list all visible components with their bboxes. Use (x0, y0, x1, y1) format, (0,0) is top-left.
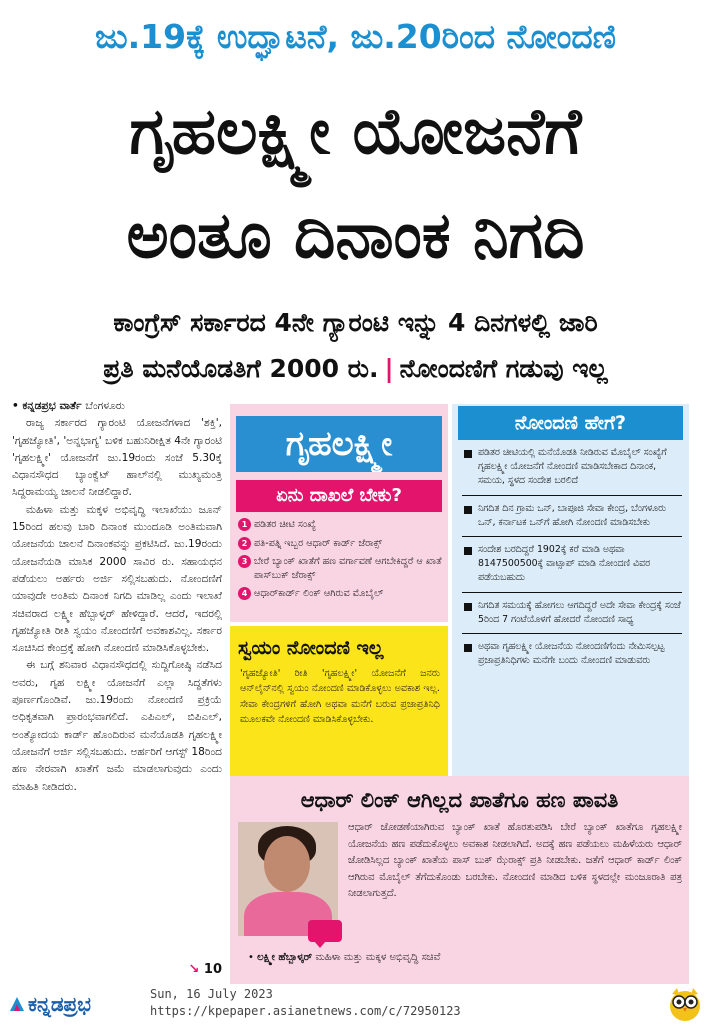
footer-date: Sun, 16 July 2023 (150, 987, 273, 1001)
bullet-square-icon (464, 450, 472, 458)
list-item-text: ಬೇರೆ ಬ್ಯಾಂಕ್ ಖಾತೆಗೆ ಹಣ ವರ್ಗಾವಣೆ ಆಗಬೇಕಿದ್ದರೆ ಆ ಖಾತೆ ಪಾಸ್‌ಬುಕ್ ಜೆರಾಕ್ಸ್ (254, 556, 442, 581)
list-item (462, 537, 682, 593)
list-item-text: ಪಡಿತರ ಚೀಟಿಯಲ್ಲಿ ಮನೆಯೊಡತಿ ನೀಡಿರುವ ಮೊಬೈಲ್ ಸಂಖ್ಯೆಗೆ ಗೃಹಲಕ್ಷ್ಮೀ ಯೋಜನೆಗೆ ನೋಂದಣಿ ಮಾಡಿಸಬೇಕಾದ ದಿನಾಂಕ, ಸಮಯ, ಸ್ಥಳದ ಸಂದೇಶ ಬರಲಿದೆ (478, 447, 667, 487)
how-to-register-box (452, 404, 689, 776)
continued-on-page[interactable] (184, 961, 222, 978)
byline-bullet: • (12, 400, 19, 412)
number-badge: 2 (238, 537, 251, 550)
article-paragraph-2: ಮಹಿಳಾ ಮತ್ತು ಮಕ್ಕಳ ಅಭಿವೃದ್ಧಿ ಇಲಾಖೆಯು ಜೂನ್ 15ರಿಂದ ಹಲವು ಬಾರಿ ದಿನಾಂಕ ಮುಂದೂಡಿ ಅಂತಿಮವಾಗಿ ಯೋಜನೆಯ ಚಾಲನೆ ದಿನಾಂಕವನ್ನು ಪ್ರಕಟಿಸಿದೆ. ಜು.19ರಂದು ಯೋಜನೆಯಡಿ ಮಾಸಿಕ 2000 ಸಾವಿರ ರು. ಸಹಾಯಧನ ಪಡೆಯಲು ಅರ್ಹರು ಅರ್ಜಿ ಸಲ್ಲಿಸಬಹುದು. ನೋಂದಣಿಗೆ ಯಾವುದೇ ಅಂತಿಮ ದಿನಾಂಕ ನಿಗದಿ ಮಾಡಿಲ್ಲ ಎಂದು ಇಲಾಖೆ ಸಚಿವರಾದ ಲಕ್ಷ್ಮೀ ಹೆಬ್ಬಾಳ್ಕರ್ ಹೇಳಿದ್ದಾರೆ. ಆದರೆ, ಇದರಲ್ಲಿ ಗೃಹಜ್ಯೋತಿ ರೀತಿ ಸ್ವಯಂ ನೋಂದಣಿಗೆ ಅವಕಾಶವಿಲ್ಲ. ಸರ್ಕಾರ ಸೂಚಿಸಿದ ಕೇಂದ್ರಕ್ಕೆ ಹೋಗಿ ನೋಂದಣಿ ಮಾಡಿಸಿಕೊಳ್ಳಬೇಕು. (12, 503, 222, 655)
number-badge: 3 (238, 555, 251, 568)
owl-mascot-icon[interactable] (668, 986, 702, 1022)
main-headline-line2: ಅಂತೂ ದಿನಾಂಕ ನಿಗದಿ (126, 199, 585, 273)
footer-meta (150, 986, 461, 1020)
list-item-text: ಆಧಾರ್‌ಕಾರ್ಡ್ ಲಿಂಕ್ ಆಗಿರುವ ಮೊಬೈಲ್ (254, 588, 384, 599)
list-item (462, 593, 682, 634)
how-to-register-heading: ನೋಂದಣಿ ಹೇಗೆ? (458, 406, 683, 440)
list-item (462, 496, 682, 537)
list-item (238, 537, 444, 551)
self-registration-heading: ಸ್ವಯಂ ನೋಂದಣಿ ಇಲ್ಲ (238, 637, 384, 659)
subheadline-part-b: ನೋಂದಣಿಗೆ ಗಡುವು ಇಲ್ಲ (399, 354, 608, 383)
aadhar-body: ಆಧಾರ್ ಜೋಡಣೆಯಾಗಿರುವ ಬ್ಯಾಂಕ್ ಖಾತೆ ಹೊರತುಪಡಿಸಿ ಬೇರೆ ಬ್ಯಾಂಕ್ ಖಾತೆಗೂ ಗೃಹಲಕ್ಷ್ಮೀ ಯೋಜನೆಯ ಹಣ ಪಡೆದುಕೊಳ್ಳಲು ಅವಕಾಶ ನೀಡಲಾಗಿದೆ. ಅದಕ್ಕೆ ಹಣ ಪಡೆಯಲು ಮಹಿಳೆಯರು ಆಧಾರ್ ಜೋಡಿಸಿಲ್ಲದ ಬ್ಯಾಂಕ್ ಖಾತೆಯ ಪಾಸ್ ಬುಕ್ ಝೆರಾಕ್ಸ್ ಪ್ರತಿ ನೀಡಬೇಕು. ಜತೆಗೆ ಆಧಾರ್ ಕಾರ್ಡ್ ಲಿಂಕ್ ಆಗಿರುವ ಮೊಬೈಲ್ ತೆಗೆದುಕೊಂಡು ಬರಬೇಕು. ನೋಂದಣಿ ಮಾಡಿದ ಬಳಿಕ ಸ್ಥಳದಲ್ಲೇ ಮಂಜೂರಾತಿ ಪತ್ರ ನೀಡಲಾಗುತ್ತದೆ. (348, 822, 682, 900)
aadhar-heading: ಆಧಾರ್ ಲಿಂಕ್ ಆಗಿಲ್ಲದ ಖಾತೆಗೂ ಹಣ ಪಾವತಿ (300, 788, 619, 812)
number-badge: 4 (238, 587, 251, 600)
scheme-logo: ಗೃಹಲಕ್ಷ್ಮೀ (236, 416, 442, 472)
quote-attribution (248, 950, 678, 966)
quote-name: ಲಕ್ಷ್ಮೀ ಹೆಬ್ಬಾಳ್ಕರ್ (257, 952, 313, 963)
brand-mark-icon (8, 995, 26, 1013)
list-item (238, 518, 444, 532)
list-item (238, 555, 444, 582)
list-item-text: ಪತಿ-ಪತ್ನಿ ಇಬ್ಬರ ಆಧಾರ್ ಕಾರ್ಡ್ ಜೆರಾಕ್ಸ್ (254, 537, 382, 549)
article-paragraph-1: ರಾಜ್ಯ ಸರ್ಕಾರದ ಗ್ಯಾರಂಟಿ ಯೋಜನೆಗಳಾದ 'ಶಕ್ತಿ', 'ಗೃಹಜ್ಯೋತಿ', 'ಅನ್ನಭಾಗ್ಯ' ಬಳಿಕ ಬಹುನಿರೀಕ್ಷಿತ 4ನೇ ಗ್ಯಾರಂಟಿ 'ಗೃಹಲಕ್ಷ್ಮೀ' ಯೋಜನೆಗೆ ಜು.19ರಂದು ಸಂಜೆ 5.30ಕ್ಕೆ ವಿಧಾನಸೌಧದ ಬ್ಯಾಂಕ್ವೆಟ್ ಹಾಲ್‌ನಲ್ಲಿ ಮುಖ್ಯಮಂತ್ರಿ ಸಿದ್ದರಾಮಯ್ಯ ಚಾಲನೆ ನೀಡಲಿದ್ದಾರೆ. (12, 417, 222, 499)
self-registration-box (230, 626, 448, 776)
minister-photo (238, 822, 338, 936)
list-item (462, 440, 682, 496)
list-item-text: ನಿಗದಿತ ದಿನ ಗ್ರಾಮ ಒನ್, ಬಾಪೂಜಿ ಸೇವಾ ಕೇಂದ್ರ, ಬೆಂಗಳೂರು ಒನ್, ಕರ್ನಾಟಕ ಒನ್‌ಗೆ ಹೋಗಿ ನೋಂದಣಿ ಮಾಡಿಸಬೇಕು (478, 502, 667, 528)
photo-face-shape (264, 836, 310, 892)
footer-url[interactable]: https://kpepaper.asianetnews.com/c/72950123 (150, 1004, 461, 1018)
bullet-square-icon (464, 547, 472, 555)
article-column (12, 398, 222, 980)
bullet-square-icon (464, 644, 472, 652)
how-to-register-list (462, 440, 682, 674)
documents-list (238, 518, 444, 606)
footer-brand: ಕನ್ನಡಪ್ರಭ (28, 992, 91, 1016)
list-item-text: ಸಂದೇಶ ಬರದಿದ್ದರೆ 1902ಕ್ಕೆ ಕರೆ ಮಾಡಿ ಅಥವಾ 8147500500ಕ್ಕೆ ವಾಟ್ಸಾಪ್ ಮಾಡಿ ನೋಂದಣಿ ವಿವರ ಪಡೆಯಬಹುದು (478, 544, 651, 584)
self-registration-body: 'ಗೃಹಜ್ಯೋತಿ' ರೀತಿ 'ಗೃಹಲಕ್ಷ್ಮೀ' ಯೋಜನೆಗೆ ಜನರು ಆನ್‌ಲೈನ್‌ನಲ್ಲಿ ಸ್ವಯಂ ನೋಂದಣಿ ಮಾಡಿಕೊಳ್ಳಲು ಅವಕಾಶ ಇಲ್ಲ. ಸೇವಾ ಕೇಂದ್ರಗಳಿಗೆ ಹೋಗಿ ಅಥವಾ ಮನೆಗೆ ಬರುವ ಪ್ರಜಾಪ್ರತಿನಿಧಿ ಮೂಲಕವೇ ನೋಂದಣಿ ಮಾಡಿಸಿಕೊಳ್ಳಬೇಕು. (240, 668, 440, 726)
speech-bubble-icon (308, 920, 342, 942)
bullet-square-icon (464, 603, 472, 611)
documents-heading: ಏನು ದಾಖಲೆ ಬೇಕು? (236, 480, 442, 512)
documents-box (230, 404, 448, 622)
continue-arrow-icon: ↘ (188, 961, 200, 977)
main-headline-line1: ಗೃಹಲಕ್ಷ್ಮೀ ಯೋಜನೆಗೆ (129, 95, 582, 169)
list-item-text: ನಿಗದಿತ ಸಮಯಕ್ಕೆ ಹೋಗಲು ಆಗದಿದ್ದರೆ ಅದೇ ಸೇವಾ ಕೇಂದ್ರಕ್ಕೆ ಸಂಜೆ 5ರಿಂದ 7 ಗಂಟೆಯೊಳಗೆ ಹೋದರೆ ನೋಂದಣಿ ಸಾಧ್ಯ (478, 599, 681, 625)
bullet-square-icon (464, 506, 472, 514)
list-item (238, 587, 444, 601)
aadhar-box (230, 776, 689, 984)
kicker-headline: ಜು.19ಕ್ಕೆ ಉದ್ಘಾಟನೆ, ಜು.20ರಿಂದ ನೋಂದಣಿ (94, 17, 617, 56)
subheadline-part-a: ಪ್ರತಿ ಮನೆಯೊಡತಿಗೆ 2000 ರು. (103, 354, 379, 383)
list-item-text: ಪಡಿತರ ಚೀಟಿ ಸಂಖ್ಯೆ (254, 519, 316, 530)
number-badge: 1 (238, 518, 251, 531)
byline-source: ಕನ್ನಡಪ್ರಭ ವಾರ್ತೆ (22, 400, 82, 412)
subheadline-line2 (0, 346, 711, 392)
continued-page-number: 10 (203, 961, 222, 977)
quote-bullet: • (248, 952, 254, 963)
separator: | (384, 354, 394, 383)
byline-place: ಬೆಂಗಳೂರು (85, 400, 125, 412)
quote-role: ಮಹಿಳಾ ಮತ್ತು ಮಕ್ಕಳ ಅಭಿವೃದ್ಧಿ ಸಚಿವೆ (315, 952, 441, 963)
list-item (462, 634, 682, 674)
byline (12, 398, 222, 415)
footer-logo[interactable] (8, 990, 91, 1018)
subheadline-line1: ಕಾಂಗ್ರೆಸ್ ಸರ್ಕಾರದ 4ನೇ ಗ್ಯಾರಂಟಿ ಇನ್ನು 4 ದಿನಗಳಲ್ಲಿ ಜಾರಿ (113, 308, 598, 337)
article-paragraph-3: ಈ ಬಗ್ಗೆ ಶನಿವಾರ ವಿಧಾನಸೌಧದಲ್ಲಿ ಸುದ್ದಿಗೋಷ್ಠಿ ನಡೆಸಿದ ಅವರು, ಗೃಹ ಲಕ್ಷ್ಮೀ ಯೋಜನೆಗೆ ಎಲ್ಲಾ ಸಿದ್ಧತೆಗಳು ಪೂರ್ಣಗೊಂಡಿವೆ. ಜು.19ರಂದು ನೋಂದಣಿ ಪ್ರಕ್ರಿಯೆ ಅಧಿಕೃತವಾಗಿ ಪ್ರಾರಂಭವಾಗಲಿದೆ. ಎಪಿಎಲ್, ಬಿಪಿಎಲ್, ಅಂತ್ಯೋದಯ ಕಾರ್ಡ್ ಹೊಂದಿರುವ ಮನೆಯೊಡತಿ ಗೃಹಲಕ್ಷ್ಮೀ ಯೋಜನೆಗೆ ಅರ್ಜಿ ಸಲ್ಲಿಸಬಹುದು. ಅರ್ಹರಿಗೆ ಆಗಸ್ಟ್ 18ರಿಂದ ಹಣ ನೇರವಾಗಿ ಖಾತೆಗೆ ಜಮೆ ಮಾಡಲಾಗುವುದು ಎಂದು ಮಾಹಿತಿ ನೀಡಿದರು. (12, 659, 222, 793)
list-item-text: ಅಥವಾ ಗೃಹಲಕ್ಷ್ಮೀ ಯೋಜನೆಯ ನೋಂದಣಿಗೆಂದು ನೇಮಿಸಲ್ಪಟ್ಟ ಪ್ರಜಾಪ್ರತಿನಿಧಿಗಳು ಮನೆಗೇ ಬಂದು ನೋಂದಣಿ ಮಾಡುವರು (478, 641, 665, 667)
